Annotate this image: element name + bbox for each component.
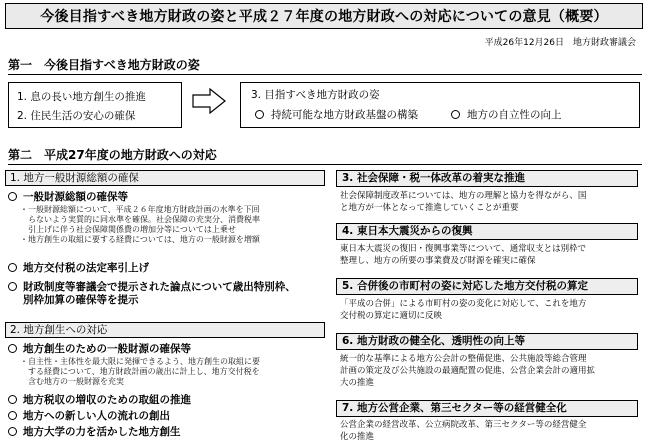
part1-right-box: [240, 82, 640, 128]
sec2-note: 含む地方の一般財源を充実: [20, 377, 124, 386]
part2-underline: [8, 164, 642, 165]
sec1-note: 引上げに伴う社会保障関係費の増加分等については上乗せ: [20, 225, 236, 234]
sec1-item-council: 財政制度等審議会で提示された論点について歳出特別枠、 別枠加算の確保等を提示: [8, 281, 296, 307]
sec1-item-general-revenue: 一般財源総額の確保等: [8, 191, 128, 204]
right-sec7-header: 7. 地方公営企業、第三セクター等の経営健全化: [336, 400, 638, 417]
right-sec6-text: 統一的な基準による地方公会計の整備促進、公共施設等総合管理 計画の策定及び公共施設の最適配置の促進、公営企業会計の適用拡 大の推進: [340, 354, 596, 388]
circle-bullet-icon: [8, 344, 17, 353]
right-sec5-header: 5. 合併後の市町村の姿に対応した地方交付税の算定: [336, 278, 638, 295]
circle-bullet-icon: [255, 110, 264, 119]
sec2-item: 地方税収の増収のための取組の推進: [8, 394, 191, 407]
part1-left-item: 1. 息の長い地方創生の推進: [17, 91, 146, 103]
part1-heading: 第一 今後目指すべき地方財政の姿: [8, 58, 200, 72]
sec1-item-tax-rate: 地方交付税の法定率引上げ: [8, 262, 149, 275]
circle-bullet-icon: [8, 282, 17, 291]
part1-left-box: [8, 82, 182, 128]
sec2-note: する経費について、地方財政計画の歳出に計上し、地方交付税を: [20, 367, 260, 376]
part1-right-item: 持続可能な地方財政基盤の構築: [255, 107, 418, 122]
right-sec3-text: 社会保障制度改革については、地方の理解と協力を得ながら、国 と地方が一体となって推進していくことが重要: [340, 191, 587, 213]
page-title: 今後目指すべき地方財政の姿と平成２７年度の地方財政への対応についての意見（概要）: [40, 9, 608, 25]
sec1-header: 1. 地方一般財源総額の確保: [5, 170, 325, 186]
right-sec3-header: 3. 社会保障・税一体改革の着実な推進: [336, 170, 638, 187]
part1-right-title: 3. 目指すべき地方財政の姿: [251, 89, 380, 101]
sec2-item: 地方大学の力を活かした地方創生: [8, 426, 181, 439]
part2-heading: 第二 平成27年度の地方財政への対応: [8, 148, 217, 162]
right-sec7-text: 公営企業の経営改革、公立病院改革、第三セクター等の経営健全 化の推進: [340, 420, 587, 442]
right-sec5-text: 「平成の合併」による市町村の姿の変化に対応して、これを地方 交付税の算定に適切に反映: [340, 299, 587, 321]
circle-bullet-icon: [451, 110, 460, 119]
date-organization: 平成26年12月26日 地方財政審議会: [484, 38, 636, 48]
part1-right-item: 地方の自立性の向上: [451, 107, 562, 122]
sec2-item-general-revenue: 地方創生のための一般財源の確保等: [8, 343, 191, 356]
part1-underline: [8, 74, 642, 75]
part1-left-item: 2. 住民生活の安心の確保: [17, 110, 136, 122]
sec1-note: らないよう実質的に同水準を確保。社会保障の充実分、消費税率: [20, 215, 260, 224]
circle-bullet-icon: [8, 263, 17, 272]
circle-bullet-icon: [8, 411, 17, 420]
sec1-note: ・一般財源総額について、平成２６年度地方財政計画の水準を下回: [20, 205, 260, 214]
sec2-note: ・自主性・主体性を最大限に発揮できるよう、地方創生の取組に要: [20, 357, 260, 366]
circle-bullet-icon: [8, 395, 17, 404]
right-sec6-header: 6. 地方財政の健全化、透明性の向上等: [336, 333, 638, 350]
sec1-note: ・地方創生の取組に要する経費については、地方の一般財源を増額: [20, 235, 260, 244]
sec2-header: 2. 地方創生への対応: [5, 322, 325, 338]
right-sec4-text: 東日本大震災の復旧・復興事業等について、通常収支とは別枠で 整理し、地方の所要の事業費及び財源を確実に確保: [340, 244, 587, 266]
hollow-right-arrow-icon: [192, 88, 226, 118]
title-banner: [5, 3, 643, 29]
sec2-item: 地方への新しい人の流れの創出: [8, 410, 170, 423]
circle-bullet-icon: [8, 192, 17, 201]
right-sec4-header: 4. 東日本大震災からの復興: [336, 223, 638, 240]
circle-bullet-icon: [8, 427, 17, 436]
